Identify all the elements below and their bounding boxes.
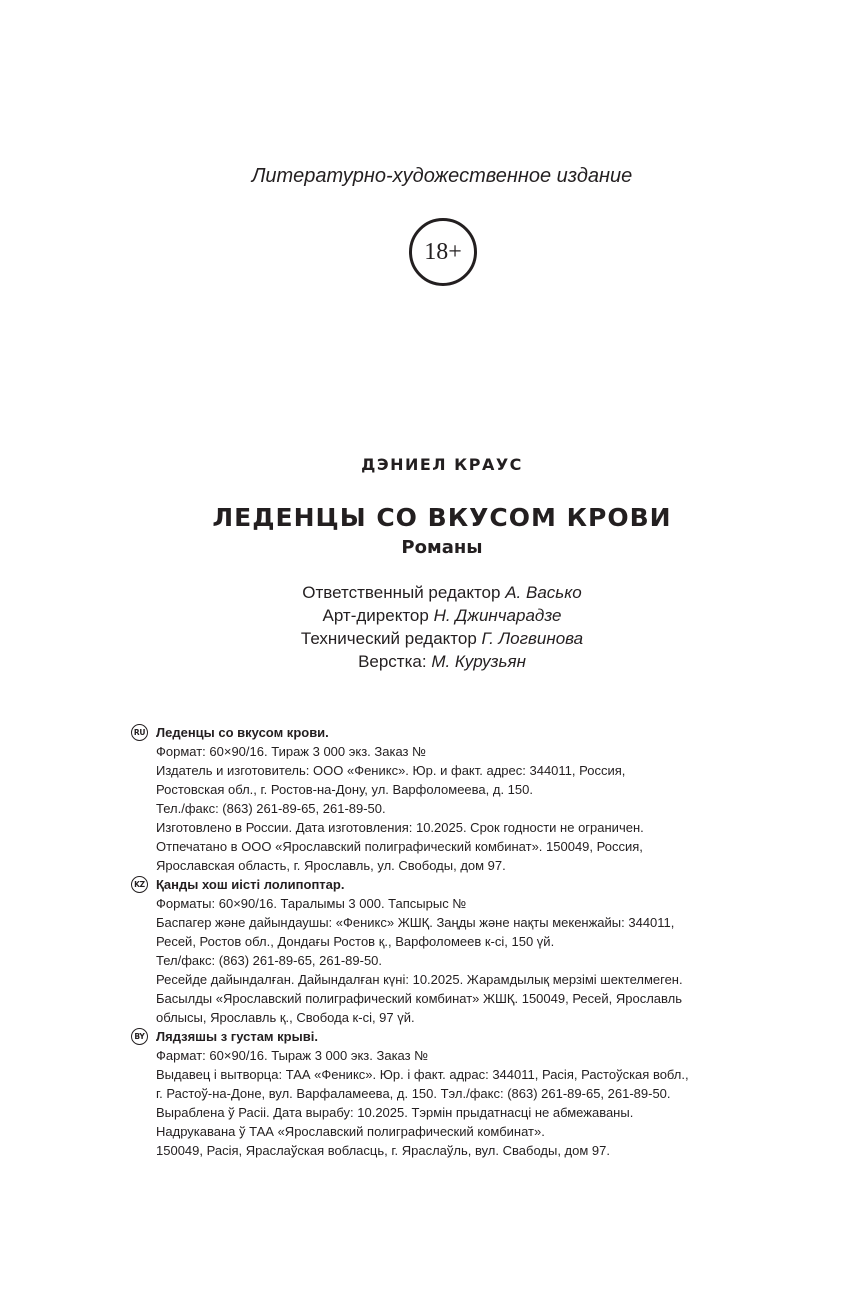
book-subtitle: Романы	[401, 537, 483, 558]
credit-editor	[0, 581, 856, 604]
book-title: ЛЕДЕНЦЫ СО ВКУСОМ КРОВИ	[212, 503, 672, 532]
imprint-title: Леденцы со вкусом крови.	[156, 725, 329, 740]
credit-person: А. Васько	[505, 583, 582, 602]
imprint-line: Формат: 60×90/16. Тираж 3 000 экз. Заказ №	[156, 744, 427, 759]
imprint-line: Изготовлено в России. Дата изготовления: 10.2025. Срок годности не ограничен.	[156, 820, 644, 835]
imprint-block-ru	[126, 723, 806, 875]
imprint-block-by	[126, 1027, 806, 1160]
credit-art-director	[0, 604, 856, 627]
imprint-line: Отпечатано в ООО «Ярославский полиграфический комбинат». 150049, Россия,	[156, 839, 643, 854]
imprint-line: Ярославская область, г. Ярославль, ул. Свободы, дом 97.	[156, 858, 506, 873]
imprint-line: Ресейде дайындалған. Дайындалған күні: 10.2025. Жарамдылық мерзімі шектелмеген.	[156, 972, 683, 987]
imprint-line: Издатель и изготовитель: ООО «Феникс». Юр. и факт. адрес: 344011, Россия,	[156, 763, 626, 778]
imprint-line: Фармат: 60×90/16. Тыраж 3 000 экз. Заказ №	[156, 1048, 429, 1063]
credit-technical-editor	[0, 627, 856, 650]
language-badge-by: BY	[131, 1028, 148, 1045]
credits	[0, 581, 856, 673]
imprint-line: Выраблена ў Расіі. Дата вырабу: 10.2025. Тэрмін прыдатнасці не абмежаваны.	[156, 1105, 634, 1120]
imprint-title: Лядзяшы з густам крыві.	[156, 1029, 318, 1044]
imprint-line: Баспагер және дайындаушы: «Феникс» ЖШҚ. Заңды және нақты мекенжайы: 344011,	[156, 915, 675, 930]
credit-role: Ответственный редактор	[302, 583, 501, 602]
imprint-line: Тел/факс: (863) 261-89-65, 261-89-50.	[156, 953, 383, 968]
imprint-line: Басылды «Ярославский полиграфический комбинат» ЖШҚ. 150049, Ресей, Ярославль	[156, 991, 682, 1006]
imprint-section	[126, 723, 806, 1160]
age-rating-badge: 18+	[409, 218, 477, 286]
language-badge-ru: RU	[131, 724, 148, 741]
edition-type: Литературно-художественное издание	[251, 165, 633, 187]
imprint-line: 150049, Расія, Яраслаўская вобласць, г. Яраслаўль, вул. Свабоды, дом 97.	[156, 1143, 610, 1158]
credit-role: Верстка:	[358, 652, 427, 671]
imprint-line: Выдавец і вытворца: ТАА «Феникс». Юр. і факт. адрас: 344011, Расія, Растоўская вобл.,	[156, 1067, 689, 1082]
imprint-line: г. Растоў-на-Доне, вул. Варфаламеева, д. 150. Тэл./факс: (863) 261-89-65, 261-89-50.	[156, 1086, 671, 1101]
language-badge-kz: KZ	[131, 876, 148, 893]
imprint-block-kz	[126, 875, 806, 1027]
credit-person: Г. Логвинова	[481, 629, 584, 648]
credit-layout	[0, 650, 856, 673]
credit-person: М. Курузьян	[431, 652, 526, 671]
author-name: ДЭНИЕЛ КРАУС	[361, 455, 523, 474]
imprint-line: Тел./факс: (863) 261-89-65, 261-89-50.	[156, 801, 386, 816]
credit-role: Технический редактор	[300, 629, 477, 648]
imprint-line: Ростовская обл., г. Ростов-на-Дону, ул. Варфоломеева, д. 150.	[156, 782, 533, 797]
imprint-line: Ресей, Ростов обл., Дондағы Ростов қ., Варфоломеев к-сі, 150 үй.	[156, 934, 555, 949]
credit-person: Н. Джинчарадзе	[433, 606, 562, 625]
imprint-title: Қанды хош иісті лолипоптар.	[156, 877, 345, 892]
imprint-line: Надрукавана ў ТАА «Ярославский полиграфический комбинат».	[156, 1124, 545, 1139]
imprint-line: Форматы: 60×90/16. Таралымы 3 000. Тапсырыс №	[156, 896, 467, 911]
imprint-line: облысы, Ярославль қ., Свобода к-сі, 97 үй.	[156, 1010, 415, 1025]
credit-role: Арт-директор	[322, 606, 429, 625]
